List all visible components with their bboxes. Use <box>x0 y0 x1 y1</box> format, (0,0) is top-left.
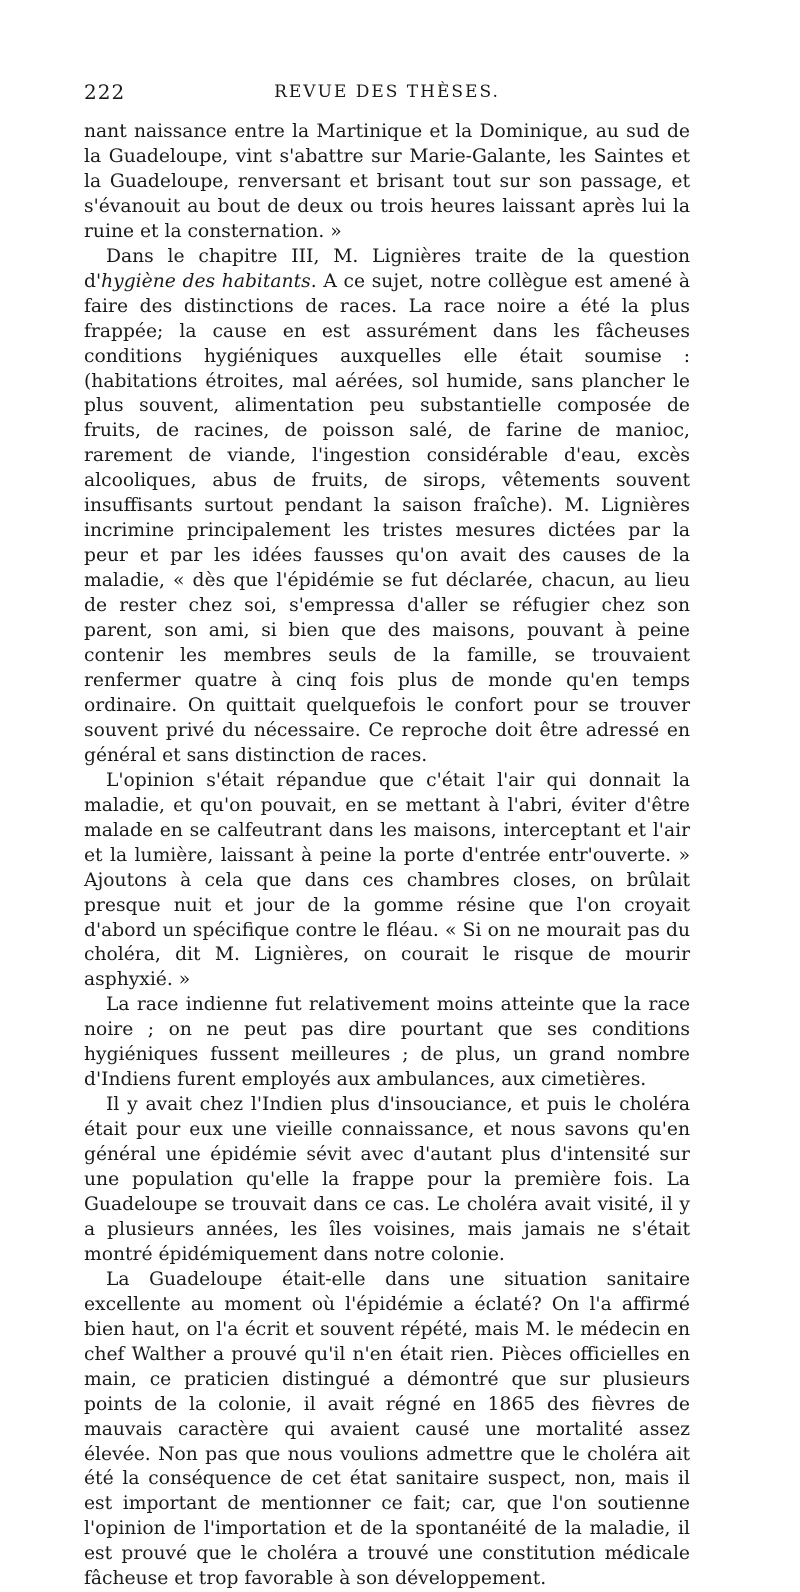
paragraph-2 <box>84 245 690 769</box>
paragraph-2-after: . A ce sujet, notre collègue est amené à faire des distinctions de races. La race noire a été la plus frappée; la cause en est assurément dans les fâcheuses conditions hygiéniques auxquelles elle était soumise : (habitations étroites, mal aérées, sol humide, sans plancher le plus souvent, alimentation peu substantielle composée de fruits, de racines, de poisson salé, de farine de manioc, rarement de viande, l'ingestion considérable d'eau, excès alcooliques, abus de fruits, de sirops, vêtements souvent insuffisants surtout pendant la saison fraîche). M. Lignières incrimine principalement les tristes mesures dictées par la peur et par les idées fausses qu'on avait des causes de la maladie, « dès que l'épidémie se fut déclarée, chacun, au lieu de rester chez soi, s'empressa d'aller se réfugier chez son parent, son ami, si bien que des maisons, pouvant à peine contenir les membres seuls de la famille, se trouvaient renfermer quatre à cinq fois plus de monde qu'en temps ordinaire. On quittait quelquefois le confort pour se trouver souvent privé du nécessaire. Ce reproche doit être adressé en général et sans distinction de races. <box>84 270 690 766</box>
paragraph-3: L'opinion s'était répandue que c'était l'air qui donnait la maladie, et qu'on pouvait, en se mettant à l'abri, éviter d'être malade en se calfeutrant dans les maisons, interceptant et l'air et la lumière, laissant à peine la porte d'entrée entr'ouverte. » Ajoutons à cela que dans ces chambres closes, on brûlait presque nuit et jour de la gomme résine que l'on croyait d'abord un spécifique contre le fléau. « Si on ne mourait pas du choléra, dit M. Lignières, on courait le risque de mourir asphyxié. » <box>84 769 690 991</box>
page-header <box>84 80 690 108</box>
paragraph-5: Il y avait chez l'Indien plus d'insouciance, et puis le choléra était pour eux une vieille connaissance, et nous savons qu'en général une épidémie sévit avec d'autant plus d'intensité sur une population qu'elle la frappe pour la première fois. La Guadeloupe se trouvait dans ce cas. Le choléra avait visité, il y a plusieurs années, les îles voisines, mais jamais ne s'était montré épidémiquement dans notre colonie. <box>84 1094 690 1265</box>
paragraph-6: La Guadeloupe était-elle dans une situation sanitaire excellente au moment où l'épidémie a éclaté? On l'a affirmé bien haut, on l'a écrit et souvent répété, mais M. le médecin en chef Walther a prouvé qu'il n'en était rien. Pièces officielles en main, ce praticien distingué a démontré que sur plusieurs points de la colonie, il avait régné en 1865 des fièvres de mauvais caractère qui avaient causé une mortalité assez élevée. Non pas que nous voulions admettre que le choléra ait été la conséquence de cet état sanitaire suspect, non, mais il est important de mentionner ce fait; car, que l'on soutienne l'opinion de l'importation et de la spontanéité de la maladie, il est prouvé que le choléra a trouvé une constitution médicale fâcheuse et trop favorable à son développement. <box>84 1268 690 1590</box>
page-number: 222 <box>84 80 126 104</box>
running-head: REVUE DES THÈSES. <box>274 82 500 102</box>
paragraph-2-before: Dans le chapitre III, M. Lignières traite de la question d' <box>84 245 690 292</box>
paragraph-4: La race indienne fut relativement moins atteinte que la race noire ; on ne peut pas dire pourtant que ses conditions hygiéniques fussent meilleures ; de plus, un grand nombre d'Indiens furent employés aux ambulances, aux cimetières. <box>84 994 690 1091</box>
paragraph-1: nant naissance entre la Martinique et la Dominique, au sud de la Guadeloupe, vint s'abattre sur Marie-Galante, les Saintes et la Guadeloupe, renversant et brisant tout sur son passage, et s'évanouit au bout de deux ou trois heures laissant après lui la ruine et la consternation. » <box>84 121 690 242</box>
paragraph-2-italic: hygiène des habitants <box>101 270 311 292</box>
body-text <box>84 120 690 1592</box>
